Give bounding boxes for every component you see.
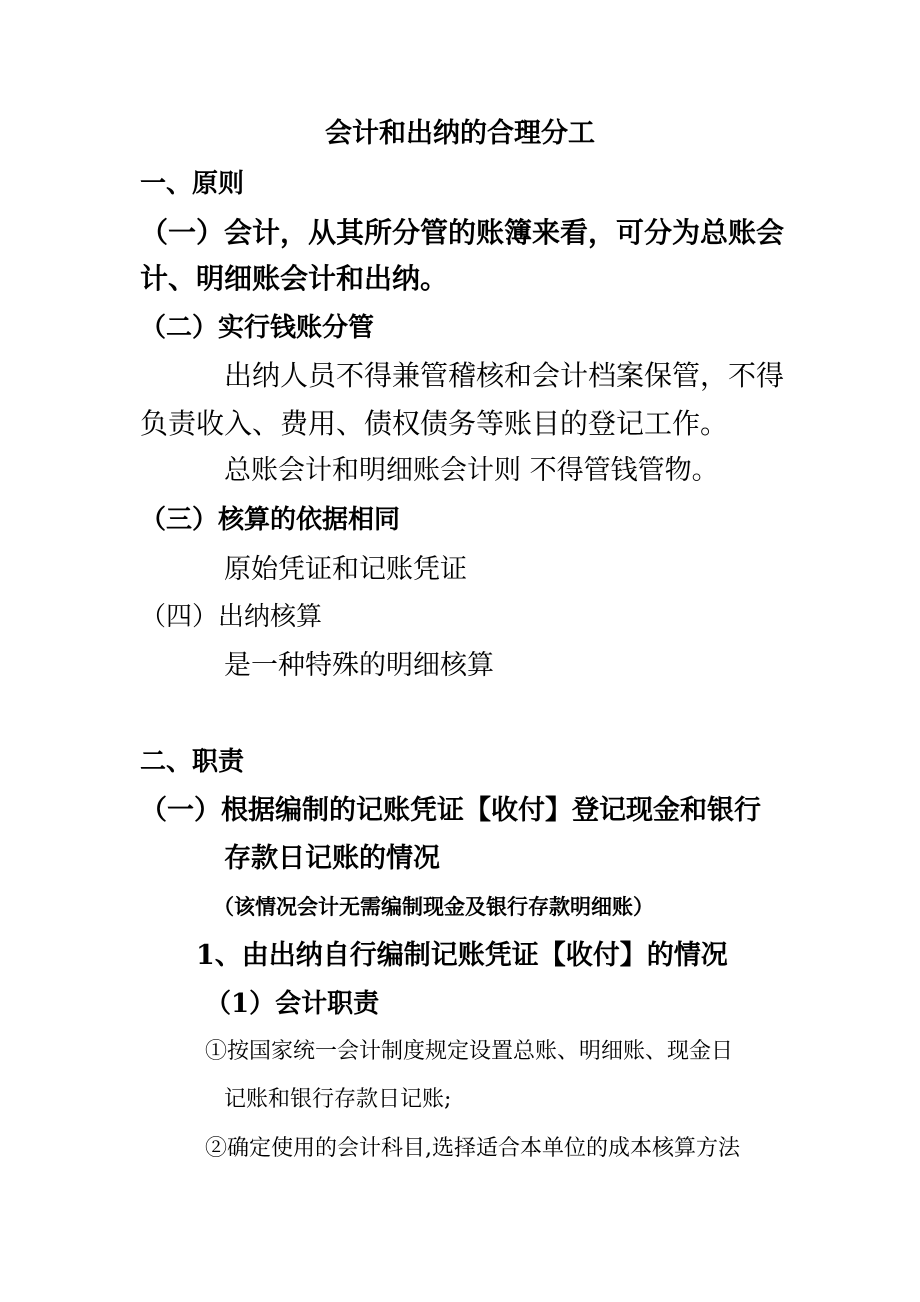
subsection-heading: （三）核算的依据相同	[140, 505, 401, 535]
paragraph-line: 出纳人员不得兼管稽核和会计档案保管，不得	[224, 359, 785, 392]
paragraph-line: 原始凭证和记账凭证	[224, 554, 467, 585]
subsection-heading: （四）出纳核算	[140, 602, 323, 632]
subsection-heading: （二）实行钱账分管	[140, 313, 375, 343]
document-title: 会计和出纳的合理分工	[325, 118, 595, 149]
subsection-heading: （1）会计职责	[205, 989, 380, 1019]
list-item-line: ②确定使用的会计科目,选择适合本单位的成本核算方法	[205, 1136, 740, 1161]
paragraph-line: 是一种特殊的明细核算	[224, 650, 494, 681]
paragraph-line: （一）根据编制的记账凭证【收付】登记现金和银行	[140, 795, 761, 826]
paragraph-line: 计、明细账会计和出纳。	[140, 262, 449, 295]
paragraph-line: （一）会计，从其所分管的账簿来看，可分为总账会	[140, 216, 785, 249]
section-heading-principles: 一、原则	[140, 169, 245, 199]
note-line: （该情况会计无需编制现金及银行存款明细账）	[213, 894, 654, 919]
paragraph-line: 存款日记账的情况	[224, 843, 440, 874]
subsection-heading: 1、由出纳自行编制记账凭证【收付】的情况	[196, 940, 728, 971]
paragraph-line: 总账会计和明细账会计则 不得管钱管物。	[224, 455, 719, 486]
list-item-line: ①按国家统一会计制度规定设置总账、明细账、现金日	[205, 1039, 734, 1064]
paragraph-line: 负责收入、费用、债权债务等账目的登记工作。	[140, 407, 729, 440]
list-item-line: 记账和银行存款日记账;	[224, 1087, 452, 1112]
section-heading-duties: 二、职责	[140, 747, 245, 777]
